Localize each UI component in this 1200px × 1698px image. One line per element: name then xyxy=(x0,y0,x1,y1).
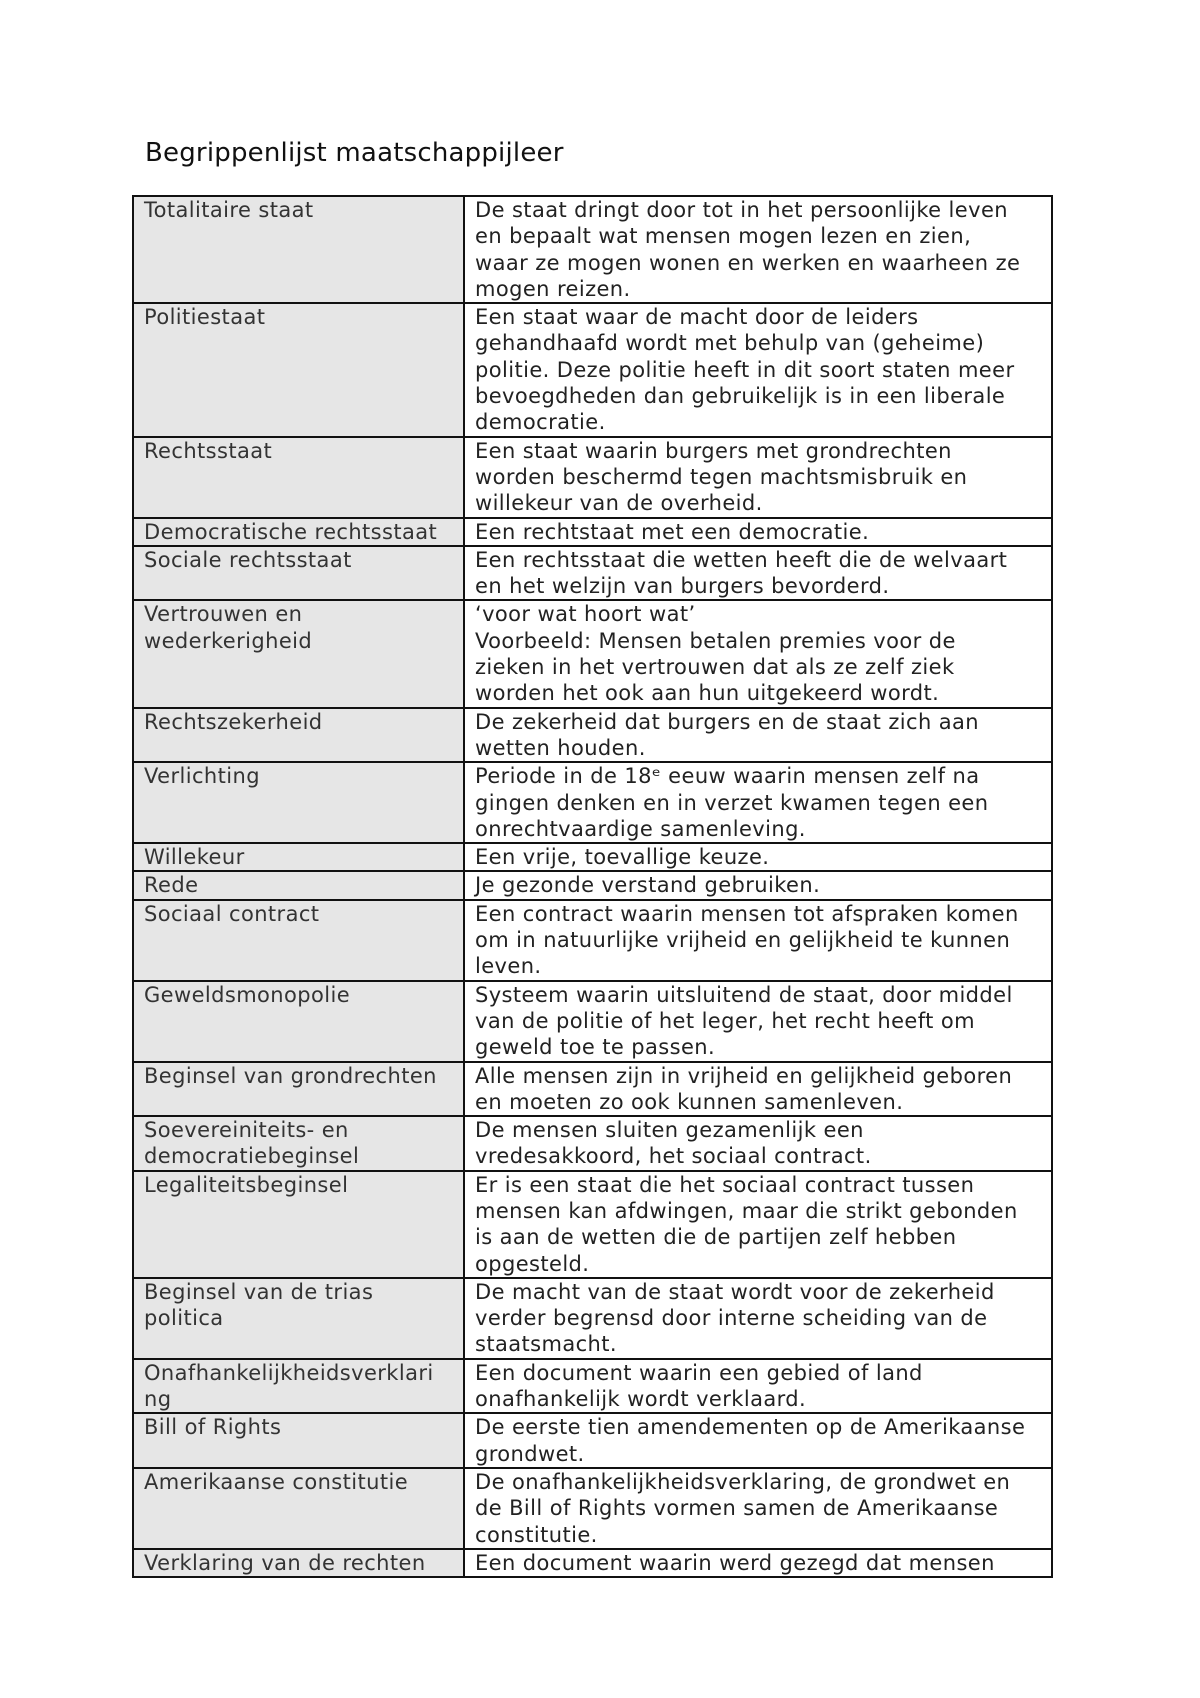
definition-line: constitutie. xyxy=(475,1522,598,1547)
definition-cell xyxy=(464,871,1052,899)
table-row xyxy=(133,437,1052,518)
definition-line: en moeten zo ook kunnen samenleven. xyxy=(475,1089,904,1114)
term-cell xyxy=(133,518,464,546)
term-line: politica xyxy=(144,1306,224,1331)
definition-line: grondwet. xyxy=(475,1441,585,1466)
term-line: Onafhankelijkheidsverklari xyxy=(144,1360,434,1385)
table-row xyxy=(133,518,1052,546)
table-row xyxy=(133,708,1052,763)
table-row xyxy=(133,981,1052,1062)
term-line: Willekeur xyxy=(144,845,245,870)
term-cell xyxy=(133,303,464,436)
definition-line: De mensen sluiten gezamenlijk een xyxy=(475,1118,864,1143)
definition-line: Een vrije, toevallige keuze. xyxy=(475,845,770,870)
definition-line: politie. Deze politie heeft in dit soort staten meer xyxy=(475,357,1015,382)
term-line: Totalitaire staat xyxy=(144,198,314,222)
table-row xyxy=(133,1062,1052,1117)
definition-line: Een rechtsstaat die wetten heeft die de welvaart xyxy=(475,547,1008,572)
term-line: democratiebeginsel xyxy=(144,1144,360,1169)
definition-line: gehandhaafd wordt met behulp van (geheime) xyxy=(475,331,985,356)
term-cell xyxy=(133,1549,464,1577)
glossary-table xyxy=(132,195,1053,1578)
definition-line: vredesakkoord, het sociaal contract. xyxy=(475,1144,872,1169)
table-row xyxy=(133,303,1052,436)
term-cell xyxy=(133,900,464,981)
term-line: Rechtszekerheid xyxy=(144,709,323,734)
definition-line: geweld toe te passen. xyxy=(475,1035,716,1060)
term-cell xyxy=(133,600,464,707)
definition-line: onrechtvaardige samenleving. xyxy=(475,816,806,841)
term-cell xyxy=(133,546,464,601)
definition-cell xyxy=(464,1549,1052,1577)
definition-line: De macht van de staat wordt voor de zekerheid xyxy=(475,1279,995,1304)
table-row xyxy=(133,546,1052,601)
term-cell xyxy=(133,708,464,763)
table-row xyxy=(133,1413,1052,1468)
page-title: Begrippenlijst maatschappijleer xyxy=(145,138,564,168)
definition-line: wetten houden. xyxy=(475,735,646,760)
definition-line: worden het ook aan hun uitgekeerd wordt. xyxy=(475,681,940,706)
term-cell xyxy=(133,1359,464,1414)
term-line: wederkerigheid xyxy=(144,628,313,653)
definition-cell xyxy=(464,1116,1052,1171)
term-cell xyxy=(133,871,464,899)
definition-line: Alle mensen zijn in vrijheid en gelijkheid geboren xyxy=(475,1063,1013,1088)
term-line: Democratische rechtsstaat xyxy=(144,519,438,544)
table-row xyxy=(133,600,1052,707)
table-row xyxy=(133,1549,1052,1577)
definition-line: Een staat waarin burgers met grondrechten xyxy=(475,438,952,463)
definition-line: Er is een staat die het sociaal contract tussen xyxy=(475,1172,975,1197)
term-cell xyxy=(133,762,464,843)
definition-cell xyxy=(464,1468,1052,1549)
definition-cell xyxy=(464,437,1052,518)
definition-line: staatsmacht. xyxy=(475,1332,617,1357)
term-line: Rede xyxy=(144,873,199,898)
definition-cell xyxy=(464,762,1052,843)
definition-line: onafhankelijk wordt verklaard. xyxy=(475,1387,807,1412)
table-row xyxy=(133,1359,1052,1414)
definition-line: bevoegdheden dan gebruikelijk is in een liberale xyxy=(475,384,1006,409)
definition-cell xyxy=(464,708,1052,763)
term-line: Soevereiniteits- en xyxy=(144,1118,349,1143)
definition-line: is aan de wetten die de partijen zelf hebben xyxy=(475,1225,957,1250)
definition-line: worden beschermd tegen machtsmisbruik en xyxy=(475,464,968,489)
table-row xyxy=(133,843,1052,871)
definition-line: Je gezonde verstand gebruiken. xyxy=(475,873,821,898)
definition-cell xyxy=(464,303,1052,436)
definition-line: leven. xyxy=(475,954,542,979)
definition-line: Een rechtstaat met een democratie. xyxy=(475,519,870,544)
term-line: Verlichting xyxy=(144,764,260,789)
definition-cell xyxy=(464,1062,1052,1117)
definition-line: mensen kan afdwingen, maar die strikt gebonden xyxy=(475,1198,1018,1223)
definition-line: willekeur van de overheid. xyxy=(475,491,763,516)
definition-cell xyxy=(464,1359,1052,1414)
definition-line: Een document waarin een gebied of land xyxy=(475,1360,923,1385)
term-line: Bill of Rights xyxy=(144,1415,282,1440)
definition-cell xyxy=(464,900,1052,981)
term-cell xyxy=(133,1278,464,1359)
table-row xyxy=(133,196,1052,303)
definition-line: Een document waarin werd gezegd dat mensen xyxy=(475,1550,995,1575)
definition-line: Een staat waar de macht door de leiders xyxy=(475,305,919,330)
term-cell xyxy=(133,1116,464,1171)
term-cell xyxy=(133,1468,464,1549)
definition-line: waar ze mogen wonen en werken en waarheen ze xyxy=(475,250,1021,275)
term-line: Politiestaat xyxy=(144,305,266,330)
definition-cell xyxy=(464,1171,1052,1278)
term-line: Amerikaanse constitutie xyxy=(144,1469,409,1494)
term-line: ng xyxy=(144,1387,172,1412)
definition-line: De zekerheid dat burgers en de staat zich aan xyxy=(475,709,979,734)
definition-line: Voorbeeld: Mensen betalen premies voor de xyxy=(475,628,956,653)
definition-line: en bepaalt wat mensen mogen lezen en zien, xyxy=(475,224,972,249)
term-cell xyxy=(133,1413,464,1468)
table-row xyxy=(133,762,1052,843)
glossary-body xyxy=(133,196,1052,1577)
table-row xyxy=(133,1278,1052,1359)
term-line: Beginsel van de trias xyxy=(144,1279,374,1304)
table-row xyxy=(133,871,1052,899)
definition-line: democratie. xyxy=(475,410,606,435)
definition-line: gingen denken en in verzet kwamen tegen een xyxy=(475,790,989,815)
term-line: Vertrouwen en xyxy=(144,602,303,627)
term-line: Sociale rechtsstaat xyxy=(144,547,352,572)
term-cell xyxy=(133,843,464,871)
definition-cell xyxy=(464,196,1052,303)
term-line: Geweldsmonopolie xyxy=(144,982,351,1007)
definition-cell xyxy=(464,1278,1052,1359)
definition-line: om in natuurlijke vrijheid en gelijkheid te kunnen xyxy=(475,928,1011,953)
definition-line: zieken in het vertrouwen dat als ze zelf ziek xyxy=(475,655,955,680)
definition-cell xyxy=(464,1413,1052,1468)
table-row xyxy=(133,1116,1052,1171)
term-cell xyxy=(133,196,464,303)
definition-line: Systeem waarin uitsluitend de staat, door middel xyxy=(475,982,1013,1007)
definition-line: mogen reizen. xyxy=(475,276,631,301)
term-line: Rechtsstaat xyxy=(144,438,273,463)
definition-line: van de politie of het leger, het recht heeft om xyxy=(475,1008,975,1033)
definition-line: opgesteld. xyxy=(475,1251,590,1276)
definition-cell xyxy=(464,518,1052,546)
definition-line: De eerste tien amendementen op de Amerikaanse xyxy=(475,1415,1026,1440)
table-row xyxy=(133,900,1052,981)
definition-cell xyxy=(464,600,1052,707)
definition-line: de Bill of Rights vormen samen de Amerikaanse xyxy=(475,1496,999,1521)
definition-line: verder begrensd door interne scheiding van de xyxy=(475,1306,988,1331)
definition-line: Een contract waarin mensen tot afspraken komen xyxy=(475,901,1019,926)
table-row xyxy=(133,1171,1052,1278)
definition-line: Periode in de 18ᵉ eeuw waarin mensen zelf na xyxy=(475,764,980,789)
term-cell xyxy=(133,981,464,1062)
definition-line: en het welzijn van burgers bevorderd. xyxy=(475,574,890,599)
definition-line: De onafhankelijkheidsverklaring, de grondwet en xyxy=(475,1469,1011,1494)
definition-line: De staat dringt door tot in het persoonlijke leven xyxy=(475,198,1008,222)
term-cell xyxy=(133,1171,464,1278)
term-cell xyxy=(133,1062,464,1117)
table-row xyxy=(133,1468,1052,1549)
term-cell xyxy=(133,437,464,518)
definition-cell xyxy=(464,546,1052,601)
term-line: Beginsel van grondrechten xyxy=(144,1063,437,1088)
definition-line: ‘voor wat hoort wat’ xyxy=(475,602,696,627)
term-line: Legaliteitsbeginsel xyxy=(144,1172,349,1197)
term-line: Verklaring van de rechten xyxy=(144,1550,426,1575)
definition-cell xyxy=(464,843,1052,871)
definition-cell xyxy=(464,981,1052,1062)
term-line: Sociaal contract xyxy=(144,901,320,926)
